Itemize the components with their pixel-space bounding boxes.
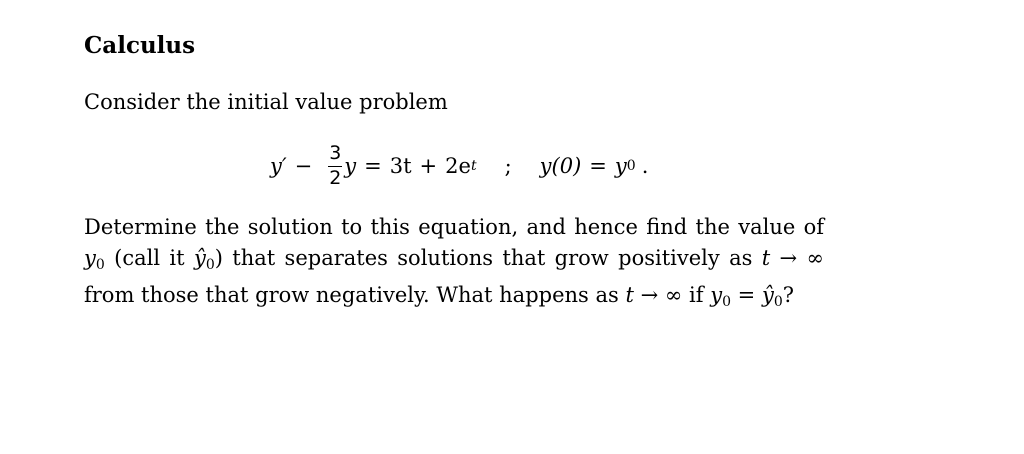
- eq-rhs-exponent: t: [470, 158, 477, 174]
- t-symbol: t: [761, 245, 771, 270]
- intro-text: Consider the initial value problem: [84, 90, 448, 114]
- paragraph-line-2: [84, 243, 824, 281]
- paragraph-line-2-text-a: (call it: [104, 245, 194, 270]
- eq-equals: =: [364, 154, 382, 178]
- y0-subscript: 0: [95, 256, 105, 273]
- paragraph-line-3: [84, 280, 824, 318]
- paragraph-line-3-text-a: from those that grow negatively. What happens as: [84, 283, 626, 307]
- eq-fraction: [328, 141, 342, 189]
- eq-initial-y: y: [614, 154, 627, 178]
- eq-initial-equals: =: [589, 154, 607, 178]
- problem-paragraph: [84, 212, 824, 318]
- yhat0-subscript-2: 0: [773, 294, 783, 310]
- equals-sign: =: [731, 283, 762, 307]
- paragraph-line-1: Determine the solution to this equation, and hence find the value of: [84, 215, 824, 239]
- ivp-equation: [270, 138, 648, 194]
- question-mark: ?: [782, 283, 795, 307]
- yhat0-symbol: ŷ: [193, 245, 206, 270]
- eq-fraction-denominator: 2: [329, 166, 342, 189]
- y0-subscript-2: 0: [722, 294, 731, 310]
- eq-separator: ;: [504, 154, 512, 178]
- yhat0-subscript: 0: [205, 256, 215, 273]
- y0-symbol-2: y: [710, 283, 723, 307]
- yhat0-symbol-2: ŷ: [761, 283, 774, 307]
- eq-fraction-numerator: 3: [329, 141, 342, 164]
- arrow-infinity-2: → ∞ if: [633, 283, 711, 307]
- arrow-infinity: → ∞: [770, 245, 825, 270]
- eq-plus: +: [419, 154, 438, 178]
- t-symbol-2: t: [625, 283, 634, 307]
- paragraph-line-2-text-b: ) that separates solutions that grow positively as: [214, 245, 762, 270]
- eq-initial-lhs: y(0): [539, 154, 582, 178]
- eq-y: y: [344, 154, 357, 178]
- eq-minus: −: [294, 154, 313, 178]
- eq-rhs-coef: 2e: [445, 154, 471, 178]
- eq-initial-subscript: 0: [626, 158, 636, 174]
- y0-symbol: y: [84, 245, 96, 270]
- eq-y-prime: y′: [270, 154, 287, 178]
- section-heading: Calculus: [84, 32, 196, 59]
- eq-rhs-term1: 3t: [389, 154, 412, 178]
- eq-period: .: [641, 154, 649, 178]
